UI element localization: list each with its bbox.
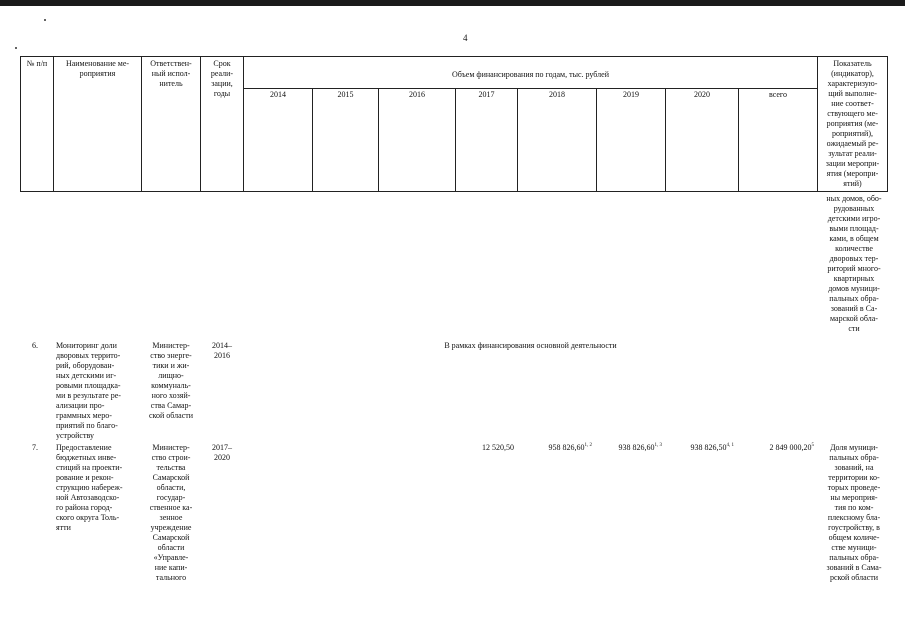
grid-line xyxy=(596,88,597,192)
header-num: № п/п xyxy=(26,59,48,68)
row7-term: 2017– 2020 xyxy=(212,443,232,462)
continued-indicator: ных домов, обо- рудованных детскими игро- выми площад- ками, в общем количестве дворовых тер- риторий много- квартирных домов муници- пальных обра- зований в Са- марской обла- сти xyxy=(826,194,882,333)
year-header-total: всего xyxy=(768,90,787,99)
grid-line xyxy=(887,56,888,192)
grid-line xyxy=(243,88,817,89)
header-name: Наименование ме- роприятия xyxy=(65,59,130,78)
row7-value-total: 2 849 000,20$^5$ xyxy=(769,443,814,452)
row7-value-2018: 958 826,60$^{1, 2}$ xyxy=(548,443,592,452)
year-header-2015: 2015 xyxy=(337,90,354,99)
row6-responsible: Министер- ство энерге- тики и жи- лищно- коммуналь- ного хозяй- ства Самар- ской области xyxy=(148,341,194,420)
year-header-2018: 2018 xyxy=(549,90,565,99)
year-header-2014: 2014 xyxy=(270,90,286,99)
header-indicator: Показатель (индикатор), характеризую- щий выполне- ние соответ- ствующего ме- роприятия (ме- роприятий), ожидаемый ре- зультат реали- зации меропри- ятия (меропри- ятий) xyxy=(825,59,880,188)
year-header-2020: 2020 xyxy=(694,90,710,99)
grid-line xyxy=(20,56,21,192)
scan-speck xyxy=(15,47,17,49)
grid-line xyxy=(517,88,518,192)
year-header-2016: 2016 xyxy=(409,90,425,99)
row6-num: 6. xyxy=(32,341,38,350)
scan-speck xyxy=(44,19,46,21)
header-responsible: Ответствен- ный испол- нитель xyxy=(150,59,192,88)
grid-line xyxy=(312,88,313,192)
row7-name: Предоставление бюджетных инве- стиций на проекти- рование и рекон- струкцию набереж- ной Автозаводско- го района город- ского округа Толь- ятти xyxy=(56,443,123,532)
grid-line xyxy=(20,191,887,192)
grid-line xyxy=(665,88,666,192)
grid-line xyxy=(738,88,739,192)
year-header-2017: 2017 xyxy=(478,90,495,99)
row7-indicator: Доля муници- пальных обра- зований, на территории ко- торых проведе- ны мероприя- тия по ком- плексному бла- гоустройству, в общем количе- стве муници- пальных обра- зований в Сама- рской области xyxy=(826,443,882,582)
year-header-2019: 2019 xyxy=(623,90,639,99)
row7-value-2019: 938 826,60$^{1, 3}$ xyxy=(618,443,662,452)
row7-responsible: Министер- ство строи- тельства Самарской области, государ- ственное ка- зенное учреждение Самарской области «Управле- ние капи- тального xyxy=(149,443,193,582)
row7-value-2020: 938 826,50$^{4, 1}$ xyxy=(690,443,734,452)
grid-line xyxy=(20,56,887,57)
grid-line xyxy=(455,88,456,192)
header-financing: Объем финансирования по годам, тыс. рублей xyxy=(452,70,609,79)
row6-term: 2014– 2016 xyxy=(212,341,232,360)
scan-top-edge xyxy=(0,0,905,6)
row6-name: Мониторинг доли дворовых террито- рий, оборудован- ных детскими иг- ровыми площадка- ми в результате ре- ализации про- граммных меро- приятий по благо- устройству xyxy=(56,341,121,440)
row7-value-2017: 12 520,50 xyxy=(482,443,514,452)
row6-financing-note: В рамках финансирования основной деятельности xyxy=(444,341,617,350)
header-term: Срок реали- зации, годы xyxy=(210,59,234,98)
page-number: 4 xyxy=(463,33,468,43)
grid-line xyxy=(378,88,379,192)
row7-num: 7. xyxy=(32,443,38,452)
